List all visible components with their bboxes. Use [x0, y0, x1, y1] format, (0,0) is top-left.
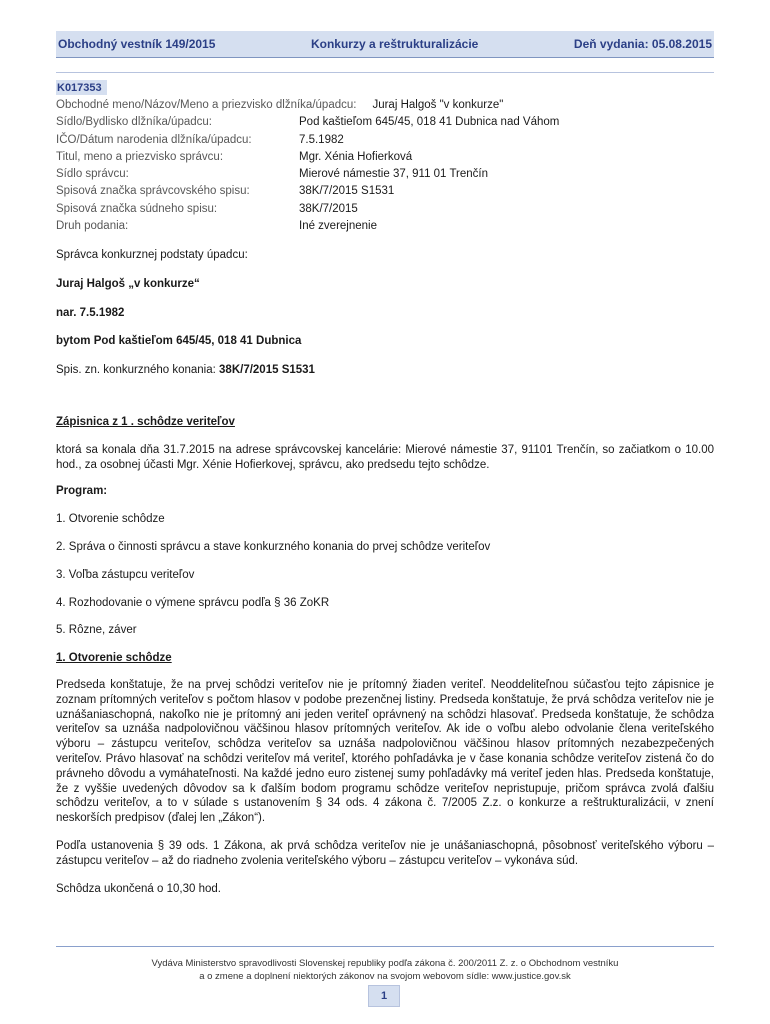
info-row [56, 218, 716, 235]
document-body [56, 248, 714, 896]
info-key: Druh podania: [56, 220, 129, 233]
section-1-paragraph: Predseda konštatuje, že na prvej schôdzi veriteľov nie je prítomný žiaden veriteľ. Neoddeliteľnou súčasťou tejto zápisnice je zoznam prítomných veriteľov s počtom hlasov v podobe prezenčnej listiny. Predseda konštatuje, že prvá schôdza veriteľov nie je uznášaniaschopná, nakoľko nie je prítomný ani jeden veriteľ oprávnený na schôdzi hlasovať. Predseda konštatuje, že schôdza veriteľov sa uznáša nadpolovičnou väčšinou hlasov prítomných veriteľov. Ak ide o voľbu alebo odvolanie člena veriteľského výboru – zástupcu veriteľov, schôdza veriteľov sa uznáša nadpolovičnou väčšinou hlasov prítomných nezabezpečených veriteľov. Právo hlasovať na schôdzi veriteľov má veriteľ, ktorého pohľadávka je v čase konania schôdze veriteľov zistená čo do právneho dôvodu a vymáhateľnosti. Na každé jedno euro zistenej sumy pohľadávky má veriteľ jeden hlas. Predseda konštatuje, že z vyššie uvedených dôvodov sa k ďalším bodom programu schôdze veriteľov nepristupuje, pričom správca zvolá ďalšiu schôdzu veriteľov, a to v súlade s ustanovením § 34 ods. 4 zákona č. 7/2005 Z.z. o konkurze a reštrukturalizácii, v znení neskorších predpisov (ďalej len „Zákon“). [56, 678, 714, 825]
info-row [56, 183, 716, 200]
info-key: Sídlo správcu: [56, 168, 129, 181]
debtor-birth: nar. 7.5.1982 [56, 306, 125, 319]
footer-line-1: Vydáva Ministerstvo spravodlivosti Slovenskej republiky podľa zákona č. 200/2011 Z. z. o Obchodnom vestníku [151, 958, 619, 969]
case-label: Spis. zn. konkurzného konania: [56, 364, 220, 377]
info-row [56, 166, 716, 183]
info-key: Sídlo/Bydlisko dlžníka/úpadcu: [56, 116, 212, 129]
info-value: 7.5.1982 [299, 133, 344, 146]
page-number: 1 [368, 985, 400, 1007]
info-value: 38K/7/2015 S1531 [299, 185, 395, 198]
page-footer [56, 957, 714, 983]
info-value: Pod kaštieľom 645/45, 018 41 Dubnica nad Váhom [299, 116, 560, 129]
info-row [56, 201, 716, 218]
footer-line-2: a o zmene a doplnení niektorých zákonov na svojom webovom sídle: www.justice.gov.sk [199, 971, 571, 982]
minutes-title: Zápisnica z 1 . schôdze veriteľov [56, 415, 235, 428]
info-key: Titul, meno a priezvisko správcu: [56, 150, 224, 163]
record-code: K017353 [56, 80, 107, 95]
section-1-title: 1. Otvorenie schôdze [56, 652, 172, 665]
info-value: Juraj Halgoš "v konkurze" [372, 99, 504, 111]
info-key: Spisová značka súdneho spisu: [56, 202, 218, 215]
debtor-address: bytom Pod kaštieľom 645/45, 018 41 Dubnica [56, 335, 302, 348]
info-row [56, 114, 716, 131]
page-header [56, 31, 714, 58]
info-row [56, 132, 716, 149]
program-label: Program: [56, 485, 108, 498]
header-issue-date: Deň vydania: 05.08.2015 [573, 37, 712, 51]
info-row [56, 149, 716, 166]
program-item: 5. Rôzne, záver [56, 624, 137, 637]
info-table [56, 97, 716, 235]
case-reference [56, 363, 714, 378]
header-divider [56, 72, 714, 73]
closing-text: Schôdza ukončená o 10,30 hod. [56, 882, 221, 895]
info-value: Iné zverejnenie [299, 220, 377, 233]
section-1-paragraph: Podľa ustanovenia § 39 ods. 1 Zákona, ak prvá schôdza veriteľov nie je unášaniaschopná, pôsobnosť veriteľského výboru – zástupcu veriteľov – až do riadneho zvolenia veriteľského výboru – zástupcu veriteľov – vykonáva súd. [56, 839, 714, 867]
program-item: 2. Správa o činnosti správcu a stave konkurzného konania do prvej schôdze veriteľov [56, 540, 491, 553]
intro-text: Správca konkurznej podstaty úpadcu: [56, 249, 248, 261]
footer-divider [56, 946, 714, 947]
info-value: Mgr. Xénia Hofierková [299, 150, 413, 163]
info-key: Spisová značka správcovského spisu: [56, 185, 250, 198]
info-row [56, 97, 716, 114]
header-journal: Obchodný vestník 149/2015 [58, 37, 216, 51]
program-item: 1. Otvorenie schôdze [56, 513, 165, 526]
info-value: Mierové námestie 37, 911 01 Trenčín [299, 168, 489, 181]
info-value: 38K/7/2015 [299, 202, 358, 215]
header-section: Konkurzy a reštrukturalizácie [310, 37, 479, 51]
info-key: Obchodné meno/Názov/Meno a priezvisko dlžníka/úpadcu: [56, 99, 357, 111]
minutes-intro: ktorá sa konala dňa 31.7.2015 na adrese správcovskej kancelárie: Mierové námestie 37, 91101 Trenčín, so začiatkom o 10.00 hod., za osobnej účasti Mgr. Xénie Hofierkovej, správcu, ako predsedu tejto schôdze. [56, 443, 714, 471]
case-number: 38K/7/2015 S1531 [219, 364, 315, 377]
program-item: 3. Voľba zástupcu veriteľov [56, 568, 195, 581]
program-item: 4. Rozhodovanie o výmene správcu podľa § 36 ZoKR [56, 596, 330, 609]
info-key: IČO/Dátum narodenia dlžníka/úpadcu: [56, 133, 252, 146]
debtor-name: Juraj Halgoš „v konkurze“ [56, 277, 200, 290]
